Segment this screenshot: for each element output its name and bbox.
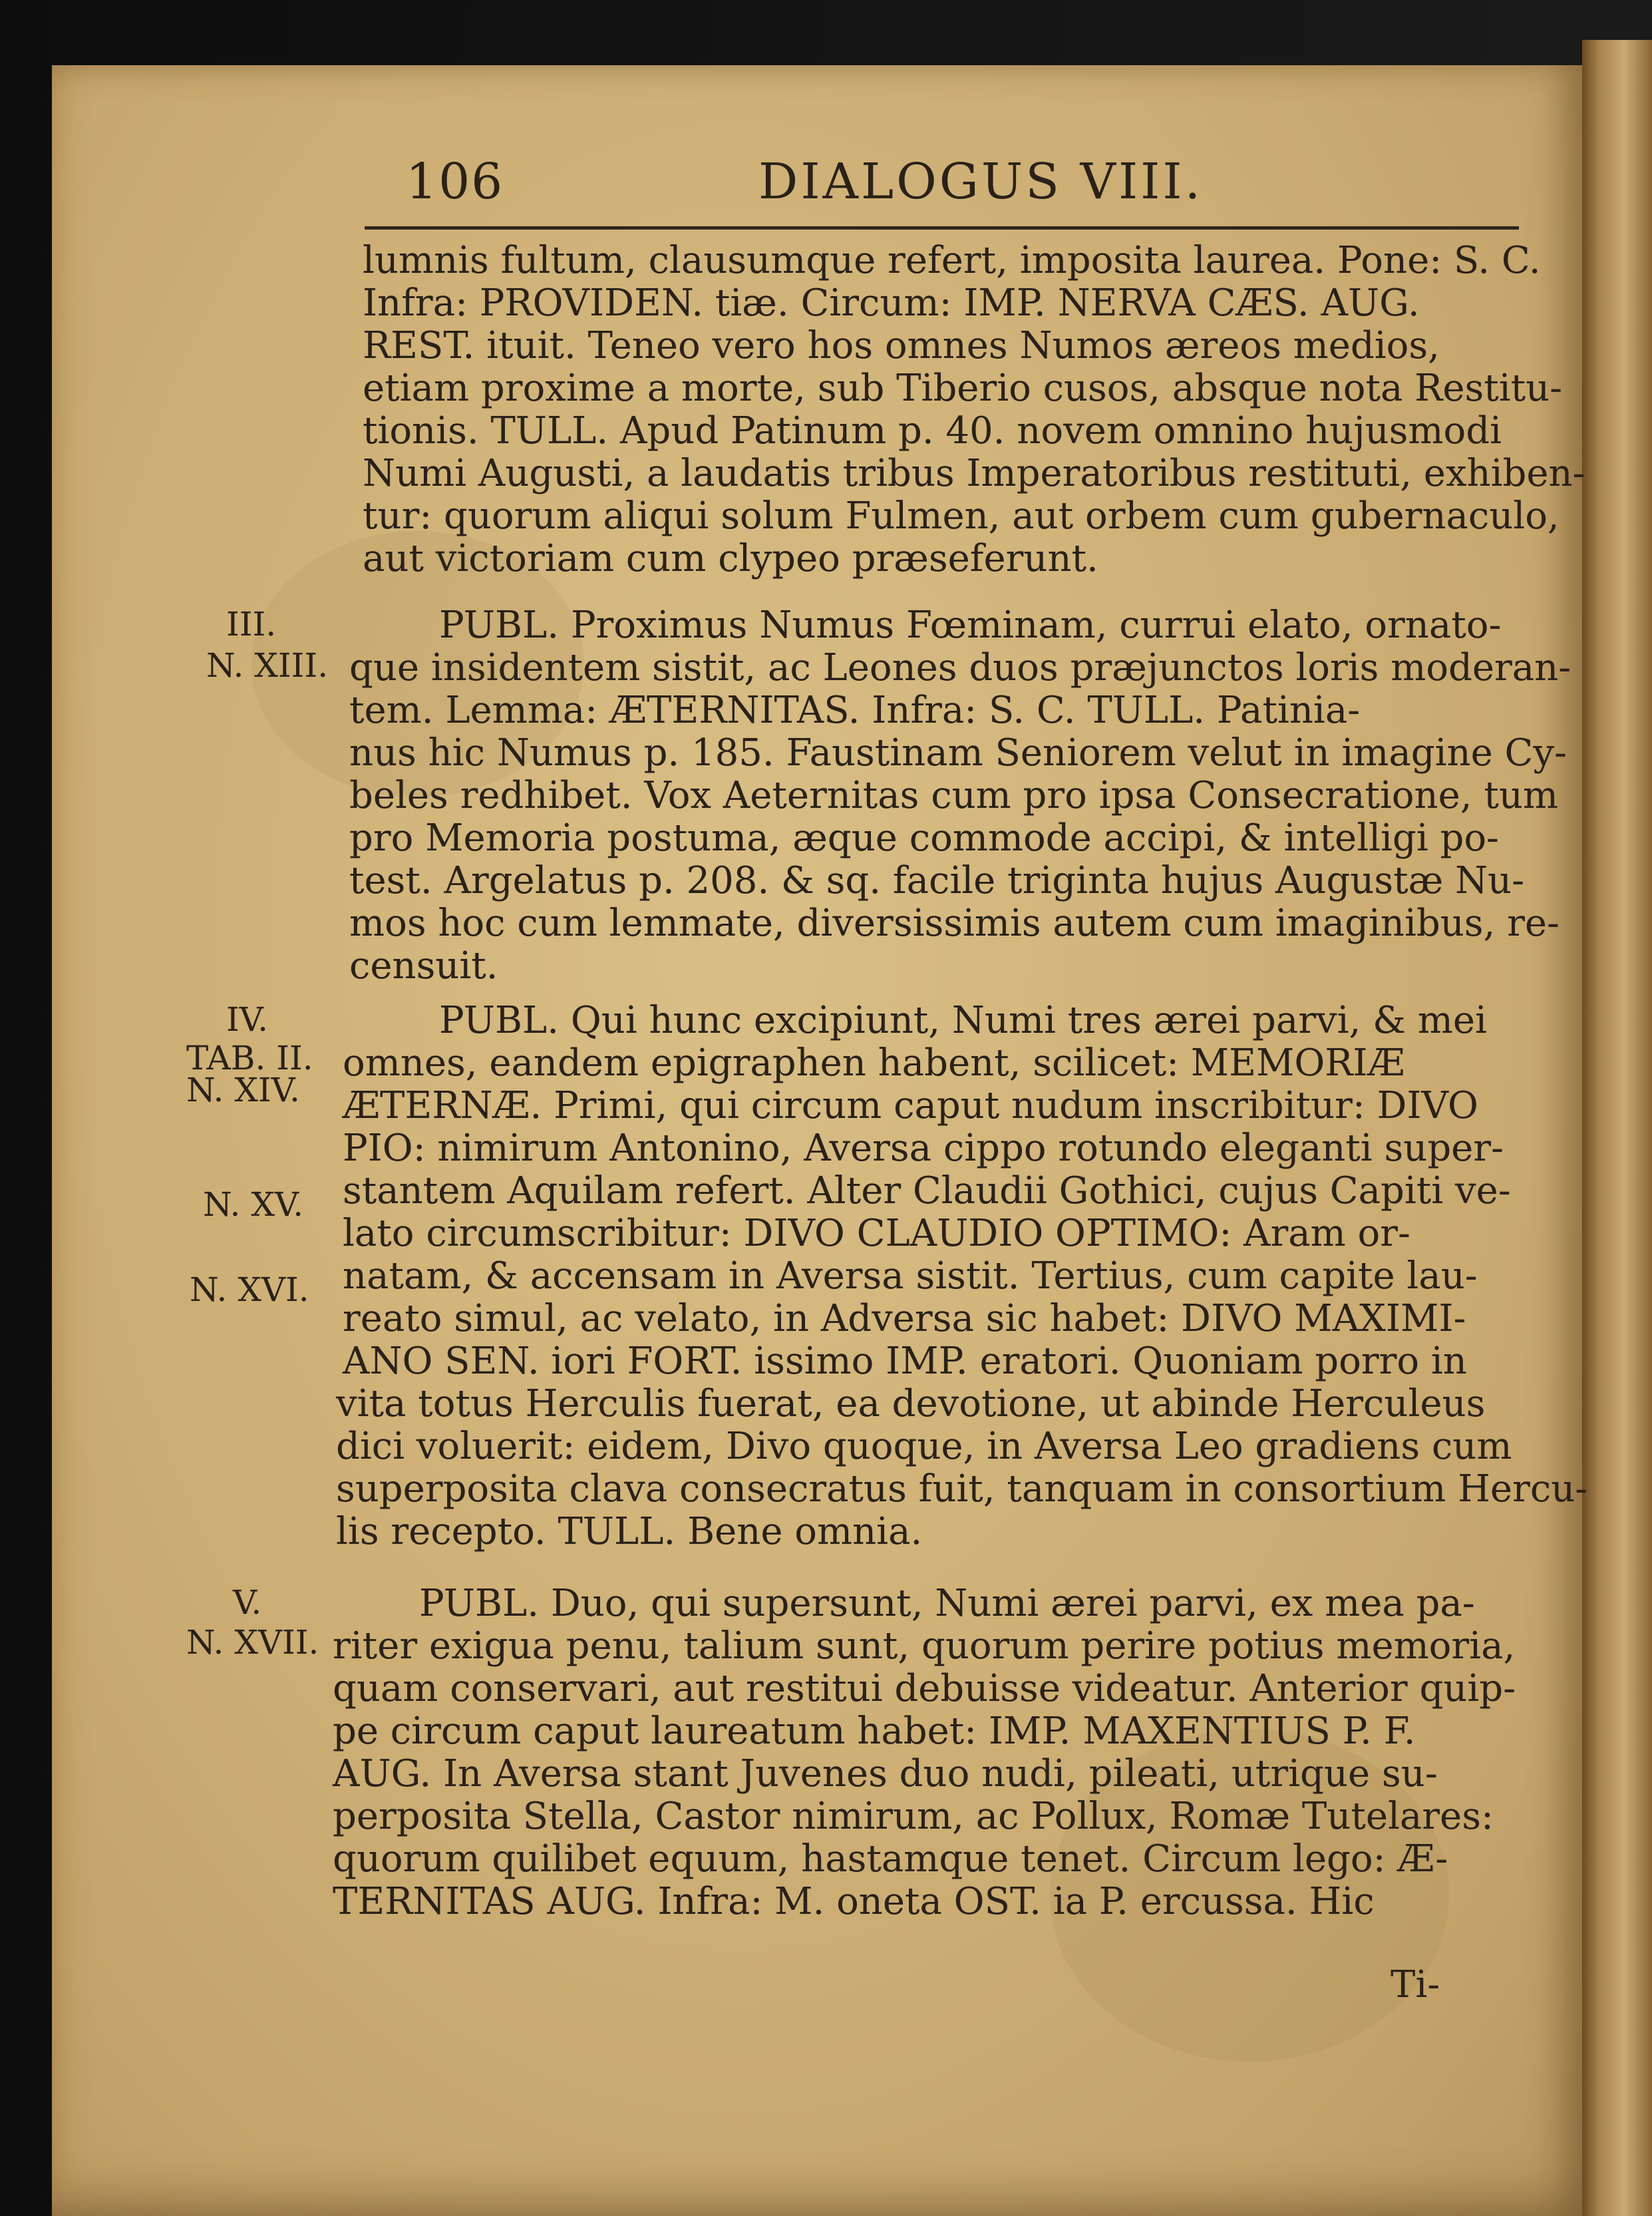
text-line: Infra: PROVIDEN. tiæ. Circum: IMP. NERVA CÆS. AUG. <box>363 281 1420 325</box>
margin-note-n-17: N. XVII. <box>186 1623 319 1662</box>
text-line: dici voluerit: eidem, Divo quoque, in Aversa Leo gradiens cum <box>336 1425 1512 1468</box>
running-head <box>346 153 1610 213</box>
text-line: omnes, eandem epigraphen habent, scilicet: MEMORIÆ <box>343 1041 1405 1085</box>
margin-note-n-13: N. XIII. <box>206 646 329 685</box>
text-line: quorum quilibet equum, hastamque tenet. Circum lego: Æ- <box>333 1837 1448 1881</box>
text-line: TERNITAS AUG. Infra: M. oneta OST. ia P. ercussa. Hic <box>333 1880 1375 1923</box>
header-rule <box>365 226 1519 230</box>
page-title: DIALOGUS VIII. <box>758 153 1204 210</box>
text-line: ANO SEN. iori FORT. issimo IMP. eratori. Quoniam porro in <box>343 1340 1467 1383</box>
text-line: censuit. <box>349 944 498 988</box>
adjacent-page-edge <box>1582 40 1652 2216</box>
text-line: aut victoriam cum clypeo præseferunt. <box>363 537 1098 580</box>
text-line: superposita clava consecratus fuit, tanquam in consortium Hercu- <box>336 1467 1588 1511</box>
text-line: pe circum caput laureatum habet: IMP. MAXENTIUS P. F. <box>333 1710 1416 1753</box>
margin-note-section-5: V. <box>233 1583 262 1622</box>
text-line: ÆTERNÆ. Primi, qui circum caput nudum inscribitur: DIVO <box>343 1084 1478 1127</box>
text-line: que insidentem sistit, ac Leones duos præjunctos loris moderan- <box>349 646 1571 689</box>
text-line: AUG. In Aversa stant Juvenes duo nudi, pileati, utrique su- <box>333 1752 1438 1795</box>
margin-note-n-14: N. XIV. <box>186 1071 300 1109</box>
text-line: lis recepto. TULL. Bene omnia. <box>336 1510 923 1553</box>
text-line: beles redhibet. Vox Aeternitas cum pro ipsa Consecratione, tum <box>349 774 1558 817</box>
text-line: natam, & accensam in Aversa sistit. Tertius, cum capite lau- <box>343 1254 1478 1298</box>
margin-note-tab-2: TAB. II. <box>186 1039 313 1077</box>
text-line: nus hic Numus p. 185. Faustinam Seniorem velut in imagine Cy- <box>349 731 1567 775</box>
text-line: stantem Aquilam refert. Alter Claudii Gothici, cujus Capiti ve- <box>343 1169 1511 1212</box>
text-line: PUBL. Qui hunc excipiunt, Numi tres ærei parvi, & mei <box>439 999 1487 1042</box>
text-line: riter exigua penu, talium sunt, quorum perire potius memoria, <box>333 1624 1516 1668</box>
text-line: Numi Augusti, a laudatis tribus Imperatoribus restituti, exhiben- <box>363 452 1585 495</box>
text-line: mos hoc cum lemmate, diversissimis autem cum imaginibus, re- <box>349 902 1560 945</box>
text-line: pro Memoria postuma, æque commode accipi, & intelligi po- <box>349 817 1499 860</box>
catchword: Ti- <box>1391 1963 1440 2006</box>
page-number: 106 <box>406 153 504 210</box>
text-line: lumnis fultum, clausumque refert, imposita laurea. Pone: S. C. <box>363 239 1541 282</box>
text-line: quam conservari, aut restitui debuisse videatur. Anterior quip- <box>333 1667 1516 1710</box>
text-line: tur: quorum aliqui solum Fulmen, aut orbem cum gubernaculo, <box>363 494 1560 538</box>
text-line: etiam proxime a morte, sub Tiberio cusos, absque nota Restitu- <box>363 367 1563 410</box>
margin-note-n-16: N. XVI. <box>190 1270 309 1309</box>
text-line: reato simul, ac velato, in Adversa sic habet: DIVO MAXIMI- <box>343 1297 1466 1340</box>
text-line: test. Argelatus p. 208. & sq. facile triginta hujus Augustæ Nu- <box>349 859 1524 902</box>
text-line: tionis. TULL. Apud Patinum p. 40. novem omnino hujusmodi <box>363 409 1502 453</box>
text-line: tem. Lemma: ÆTERNITAS. Infra: S. C. TULL. Patinia- <box>349 689 1361 732</box>
text-line: lato circumscribitur: DIVO CLAUDIO OPTIMO: Aram or- <box>343 1212 1410 1255</box>
margin-note-n-15: N. XV. <box>203 1185 304 1224</box>
margin-note-section-4: IV. <box>226 1000 269 1039</box>
text-line: PUBL. Duo, qui supersunt, Numi ærei parvi, ex mea pa- <box>419 1582 1475 1625</box>
text-line: PIO: nimirum Antonino, Aversa cippo rotundo eleganti super- <box>343 1127 1504 1170</box>
margin-note-section-3: III. <box>226 605 277 644</box>
text-line: PUBL. Proximus Numus Fœminam, currui elato, ornato- <box>439 604 1502 647</box>
text-line: REST. ituit. Teneo vero hos omnes Numos æreos medios, <box>363 324 1440 367</box>
text-line: perposita Stella, Castor nimirum, ac Pollux, Romæ Tutelares: <box>333 1795 1494 1838</box>
text-line: vita totus Herculis fuerat, ea devotione, ut abinde Herculeus <box>336 1382 1486 1425</box>
